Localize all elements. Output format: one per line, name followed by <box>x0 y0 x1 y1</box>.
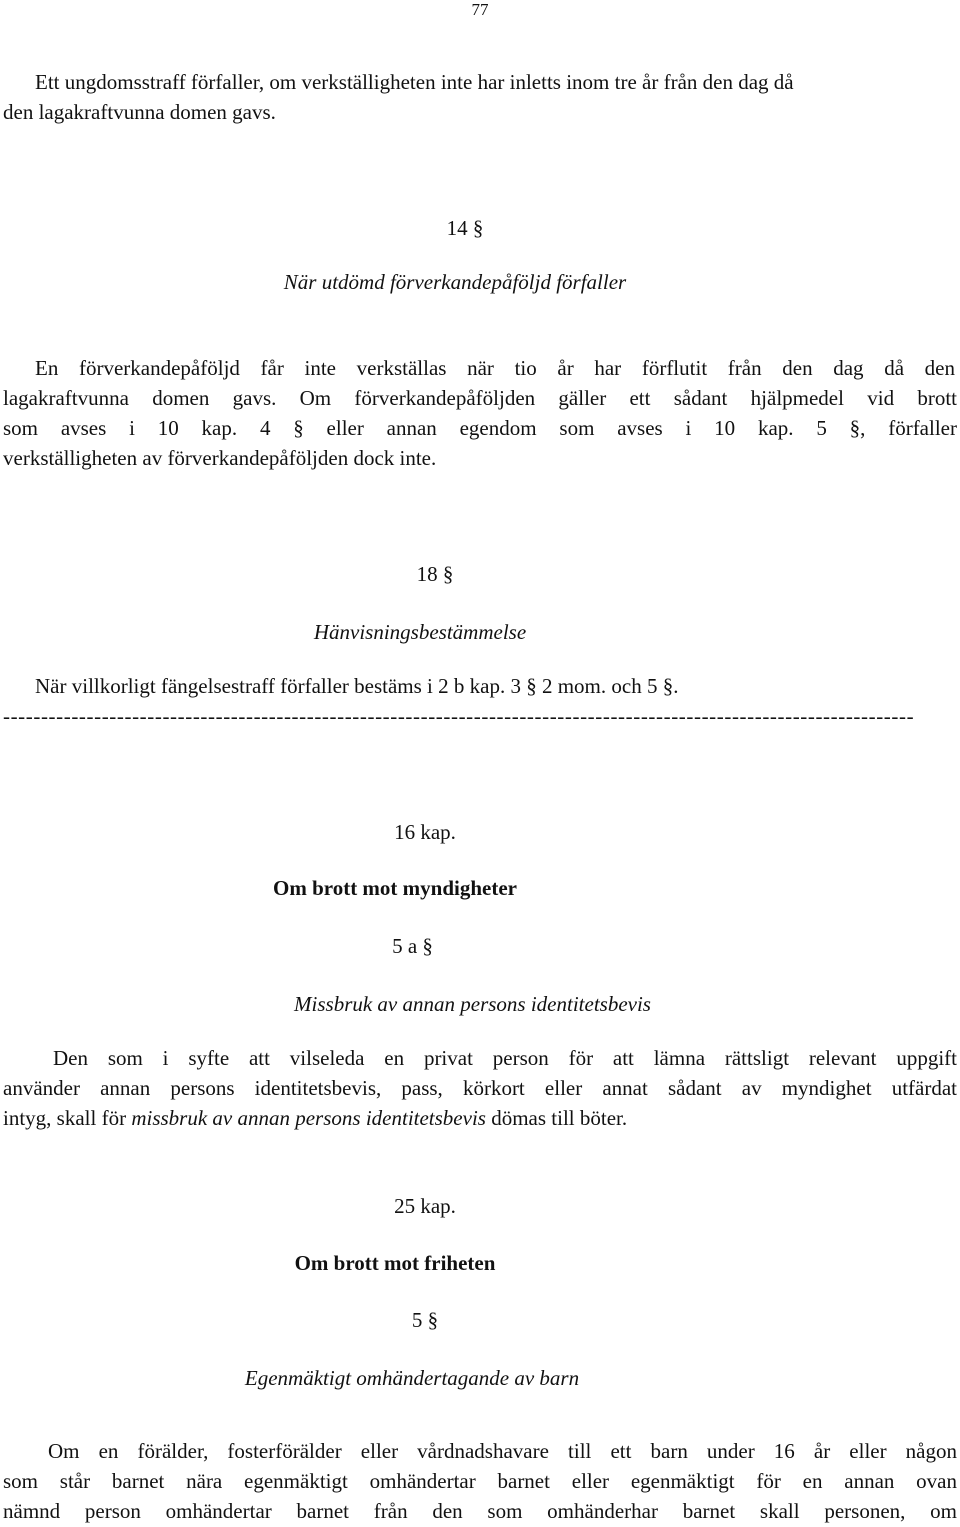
paragraph-line: lagakraftvunna domen gavs. Om förverkandepåföljden gäller ett sådant hjälpmedel vid brott <box>3 386 957 410</box>
section-number: 5 a § <box>392 934 433 958</box>
paragraph-line: När villkorligt fängelsestraff förfaller bestäms i 2 b kap. 3 § 2 mom. och 5 §. <box>35 674 679 698</box>
chapter-title: Om brott mot myndigheter <box>273 876 517 900</box>
paragraph-line: använder annan persons identitetsbevis, pass, körkort eller annat sådant av myndighet utfärdat <box>3 1076 957 1100</box>
section-heading: Egenmäktigt omhändertagande av barn <box>244 1366 580 1390</box>
paragraph-line: som avses i 10 kap. 4 § eller annan egendom som avses i 10 kap. 5 §, förfaller <box>3 416 957 440</box>
paragraph-line: Ett ungdomsstraff förfaller, om verkställigheten inte har inletts inom tre år från den dag då <box>35 70 794 94</box>
paragraph-line: Om en förälder, fosterförälder eller vårdnadshavare till ett barn under 16 år eller någon <box>48 1439 957 1463</box>
divider-line: ------------------------------------------------------------------------------------------------------------------------ <box>3 704 915 728</box>
paragraph-line: verkställigheten av förverkandepåföljden dock inte. <box>3 446 437 470</box>
chapter-number: 25 kap. <box>394 1194 456 1218</box>
chapter-title: Om brott mot friheten <box>294 1251 496 1275</box>
paragraph-line: nämnd person omhändertar barnet från den som omhänderhar barnet skall personen, om <box>3 1499 957 1523</box>
section-heading: Hänvisningsbestämmelse <box>313 620 527 644</box>
page-number: 77 <box>471 0 489 19</box>
section-heading: När utdömd förverkandepåföljd förfaller <box>283 270 627 294</box>
chapter-number: 16 kap. <box>394 820 456 844</box>
italic-term: missbruk av annan persons identitetsbevis <box>131 1106 486 1130</box>
section-heading: Missbruk av annan persons identitetsbevis <box>294 992 651 1016</box>
section-number: 5 § <box>411 1308 439 1332</box>
text-run: dömas till böter. <box>485 1106 628 1130</box>
section-number: 14 § <box>446 216 484 240</box>
paragraph-line: som står barnet nära egenmäktigt omhändertar barnet eller egenmäktigt för en annan ovan <box>3 1469 957 1493</box>
text-run: intyg, skall för <box>3 1106 132 1130</box>
paragraph-line: Den som i syfte att vilseleda en privat person för att lämna rättsligt relevant uppgift <box>53 1046 957 1070</box>
section-number: 18 § <box>416 562 454 586</box>
paragraph-line: den lagakraftvunna domen gavs. <box>3 100 276 124</box>
paragraph-line: En förverkandepåföljd får inte verkställas när tio år har förflutit från den dag då den <box>35 356 955 380</box>
paragraph-line <box>3 1106 627 1131</box>
